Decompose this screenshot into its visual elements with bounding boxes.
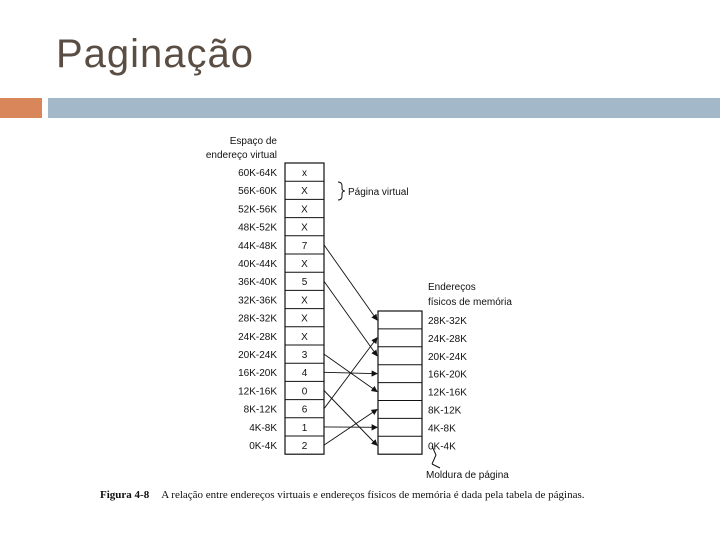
page-table-entry: 6 <box>301 404 308 416</box>
virtual-range-label: 44K-48K <box>238 240 277 252</box>
virtual-header-line-1: Espaço de <box>229 136 277 147</box>
page-table-entry: X <box>301 295 308 307</box>
virtual-range-label: 12K-16K <box>238 386 277 398</box>
mapping-arrow <box>324 245 377 320</box>
physical-range-label: 24K-28K <box>428 333 467 345</box>
virtual-range-label: 0K-4K <box>249 441 277 452</box>
page-table-entry: 3 <box>301 350 308 361</box>
physical-range-label: 8K-12K <box>428 405 462 417</box>
figure-number: Figura 4-8 <box>100 489 150 501</box>
virtual-range-label: 52K-56K <box>238 204 277 216</box>
physical-range-label: 28K-32K <box>428 316 467 327</box>
page-table-entry: X <box>301 186 308 198</box>
page-table-entry: 1 <box>301 422 308 434</box>
physical-header-line-1: Endereços <box>428 282 476 293</box>
page-table-entry: X <box>301 331 308 343</box>
page-table-entry: x <box>302 168 307 179</box>
page-table-entry: X <box>301 259 308 270</box>
physical-memory-table <box>378 311 467 454</box>
physical-range-label: 12K-16K <box>428 387 467 399</box>
figure-caption <box>100 489 680 501</box>
slide-title: Paginação <box>56 32 255 76</box>
virtual-range-label: 4K-8K <box>249 422 277 434</box>
virtual-range-label: 20K-24K <box>238 350 277 361</box>
page-mapping-arrows <box>324 245 377 445</box>
virtual-range-label: 36K-40K <box>238 277 277 289</box>
mapping-arrow <box>324 281 377 355</box>
physical-range-label: 4K-8K <box>428 423 456 435</box>
physical-header-line-2: físicos de memória <box>428 297 512 308</box>
physical-range-label: 16K-20K <box>428 369 467 381</box>
virtual-header-line-2: endereço virtual <box>205 150 277 161</box>
virtual-range-label: 32K-36K <box>238 295 277 307</box>
page-table-entry: 5 <box>301 277 308 289</box>
page-table-entry: 7 <box>301 240 308 252</box>
page-table-entry: 0 <box>301 386 308 398</box>
virtual-range-label: 8K-12K <box>243 404 277 416</box>
page-table-entry: X <box>301 313 308 325</box>
frame-label: Moldura de página <box>426 470 509 481</box>
virtual-range-label: 56K-60K <box>238 186 277 198</box>
virtual-range-label: 24K-28K <box>238 331 277 343</box>
virtual-range-label: 60K-64K <box>238 168 277 179</box>
virtual-range-label: 48K-52K <box>238 222 277 234</box>
virtual-range-label: 16K-20K <box>238 368 277 380</box>
virtual-page-brace <box>338 182 345 200</box>
physical-range-label: 20K-24K <box>428 351 467 363</box>
page-table-entry: X <box>301 222 308 234</box>
page-table-entry: X <box>301 204 308 216</box>
page-table-entry: 4 <box>301 368 308 380</box>
physical-range-label: 0K-4K <box>428 441 456 453</box>
virtual-range-label: 40K-44K <box>238 259 277 270</box>
figure-caption-text: A relação entre endereços virtuais e endereços físicos de memória é dada pela tabela de páginas. <box>161 489 585 501</box>
virtual-address-table <box>238 163 324 454</box>
virtual-range-label: 28K-32K <box>238 313 277 325</box>
virtual-page-label: Página virtual <box>348 187 409 198</box>
page-table-entry: 2 <box>301 441 308 452</box>
